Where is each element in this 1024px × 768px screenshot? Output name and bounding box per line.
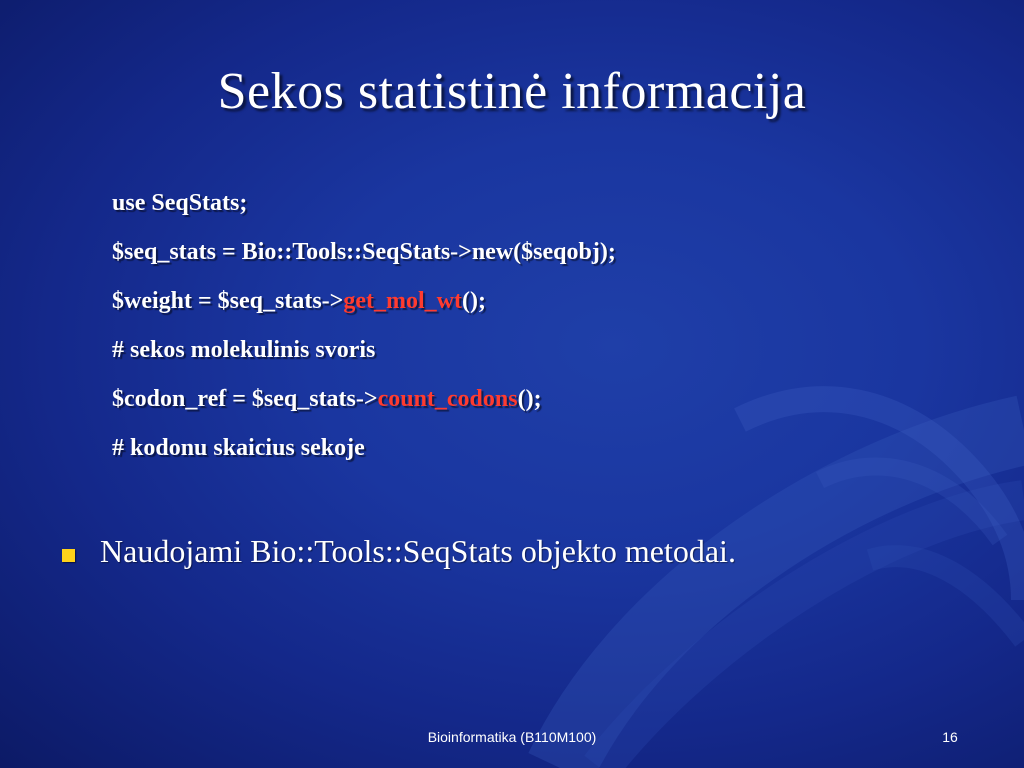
page-number: 16 bbox=[942, 729, 958, 745]
code-text: $codon_ref = $seq_stats-> bbox=[112, 386, 378, 412]
footer-text: Bioinformatika (B110M100) bbox=[427, 729, 597, 745]
code-text: $seq_stats = Bio::Tools::SeqStats->new($seqobj); bbox=[112, 239, 616, 265]
code-block bbox=[112, 190, 992, 484]
comment-text: # sekos molekulinis svoris bbox=[112, 337, 376, 363]
slide-title: Sekos statistinė informacija bbox=[217, 63, 807, 120]
code-line bbox=[112, 190, 992, 239]
code-text: (); bbox=[461, 288, 486, 314]
bullet-text: Naudojami Bio::Tools::SeqStats objekto metodai. bbox=[100, 533, 736, 569]
code-line bbox=[112, 386, 992, 435]
code-line bbox=[112, 239, 992, 288]
code-comment bbox=[112, 435, 992, 484]
method-name-highlight: get_mol_wt bbox=[343, 288, 462, 314]
method-name-highlight: count_codons bbox=[377, 386, 518, 412]
code-comment bbox=[112, 337, 992, 386]
code-line bbox=[112, 288, 992, 337]
code-text: $weight = $seq_stats-> bbox=[112, 288, 344, 314]
code-text: use SeqStats; bbox=[112, 190, 248, 216]
bullet-item bbox=[62, 533, 1002, 577]
comment-text: # kodonu skaicius sekoje bbox=[112, 435, 365, 461]
code-text: (); bbox=[517, 386, 542, 412]
square-bullet-icon bbox=[62, 549, 75, 562]
